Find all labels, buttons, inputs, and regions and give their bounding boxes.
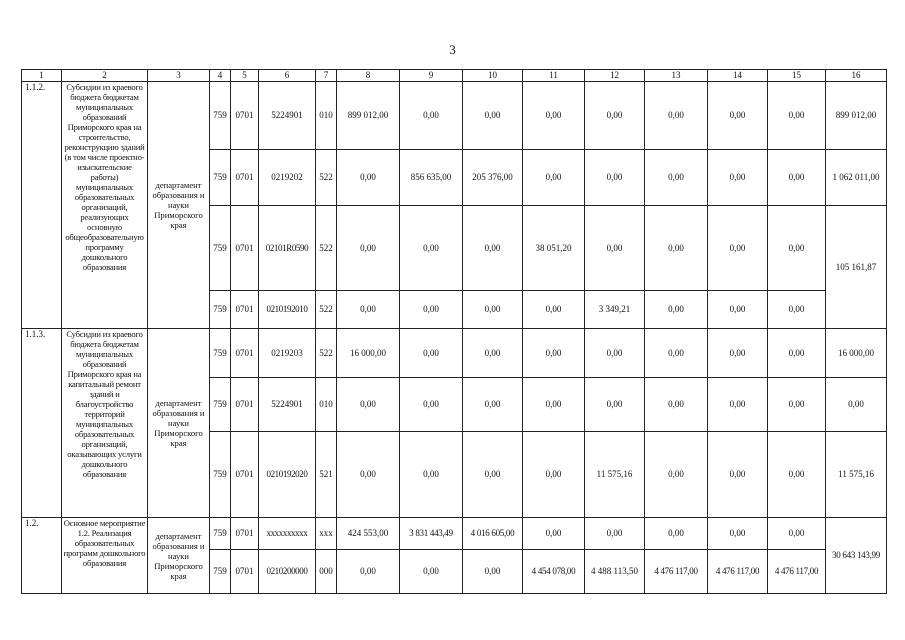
table-cell: 0,00 bbox=[768, 82, 826, 150]
table-cell: 0701 bbox=[231, 82, 259, 150]
item-name: Основное мероприятие 1.2. Реализация образовательных программ дошкольного образования bbox=[62, 518, 148, 594]
responsible-executor: департамент образования и науки Приморского края bbox=[148, 518, 210, 594]
table-cell: 0219202 bbox=[259, 150, 316, 206]
table-cell: 0,00 bbox=[400, 432, 463, 518]
table-cell: 3 349,21 bbox=[585, 291, 645, 329]
table-cell: 0,00 bbox=[523, 432, 585, 518]
table-cell: 0,00 bbox=[645, 82, 708, 150]
table-cell: 16 000,00 bbox=[337, 329, 400, 378]
page-number: 3 bbox=[449, 42, 456, 57]
column-header: 1 bbox=[22, 70, 62, 82]
table-cell: 0,00 bbox=[337, 291, 400, 329]
table-cell: 11 575,16 bbox=[826, 432, 887, 518]
table-cell: 000 bbox=[316, 550, 337, 594]
table-cell: 0,00 bbox=[463, 82, 523, 150]
table-cell: 0210192010 bbox=[259, 291, 316, 329]
table-row bbox=[22, 82, 887, 150]
table-cell: 010 bbox=[316, 82, 337, 150]
table-row bbox=[22, 518, 887, 550]
table-cell: 0,00 bbox=[708, 518, 768, 550]
table-cell: 0,00 bbox=[708, 329, 768, 378]
item-name: Субсидии из краевого бюджета бюджетам муниципальных образований Приморского края на капитальный ремонт зданий и благоустройство территорий муниципальных образовательных организаций, оказывающих услуги дошкольного образования bbox=[62, 329, 148, 518]
table-cell: 0,00 bbox=[645, 150, 708, 206]
table-cell: 0,00 bbox=[768, 291, 826, 329]
table-cell: 0210192020 bbox=[259, 432, 316, 518]
table-cell: 0,00 bbox=[337, 378, 400, 432]
table-cell: 0,00 bbox=[645, 378, 708, 432]
column-header: 3 bbox=[148, 70, 210, 82]
table-cell: 899 012,00 bbox=[337, 82, 400, 150]
table-cell: 0,00 bbox=[768, 432, 826, 518]
column-header: 12 bbox=[585, 70, 645, 82]
table-cell: 0,00 bbox=[400, 378, 463, 432]
table-cell: 0,00 bbox=[645, 518, 708, 550]
table-cell: 0,00 bbox=[337, 150, 400, 206]
column-header: 7 bbox=[316, 70, 337, 82]
item-number: 1.1.2. bbox=[22, 82, 62, 329]
table-cell: 424 553,00 bbox=[337, 518, 400, 550]
table-cell: 0,00 bbox=[768, 378, 826, 432]
table-cell: 0,00 bbox=[523, 82, 585, 150]
table-cell: 0,00 bbox=[463, 329, 523, 378]
table-cell: 0,00 bbox=[708, 432, 768, 518]
table-cell: 0,00 bbox=[585, 206, 645, 291]
table-cell: 30 643 143,99 bbox=[826, 518, 887, 594]
table-cell: 522 bbox=[316, 150, 337, 206]
table-cell: 0,00 bbox=[585, 378, 645, 432]
table-cell: 0701 bbox=[231, 329, 259, 378]
table-cell: 0701 bbox=[231, 432, 259, 518]
table-cell: 105 161,87 bbox=[826, 206, 887, 329]
column-header: 8 bbox=[337, 70, 400, 82]
table-cell: 0,00 bbox=[337, 206, 400, 291]
table-cell: 899 012,00 bbox=[826, 82, 887, 150]
table-cell: 0,00 bbox=[708, 150, 768, 206]
column-header: 2 bbox=[62, 70, 148, 82]
table-cell: 11 575,16 bbox=[585, 432, 645, 518]
column-header: 6 bbox=[259, 70, 316, 82]
header-row bbox=[22, 70, 887, 82]
table-cell: 0,00 bbox=[645, 329, 708, 378]
table-cell: 522 bbox=[316, 329, 337, 378]
table-cell: 521 bbox=[316, 432, 337, 518]
table-cell: 0,00 bbox=[400, 550, 463, 594]
table-cell: 0,00 bbox=[463, 378, 523, 432]
table-cell: 4 476 117,00 bbox=[645, 550, 708, 594]
table-cell: 02101R0590 bbox=[259, 206, 316, 291]
table-cell: 0,00 bbox=[708, 82, 768, 150]
table-cell: 3 831 443,49 bbox=[400, 518, 463, 550]
column-header: 5 bbox=[231, 70, 259, 82]
table-cell: 0,00 bbox=[585, 150, 645, 206]
table-cell: 5224901 bbox=[259, 82, 316, 150]
table-cell: 0701 bbox=[231, 206, 259, 291]
table-cell: 759 bbox=[210, 82, 231, 150]
table-cell: 0,00 bbox=[337, 432, 400, 518]
table-cell: 0,00 bbox=[645, 432, 708, 518]
table-cell: 759 bbox=[210, 291, 231, 329]
item-number: 1.1.3. bbox=[22, 329, 62, 518]
table-cell: 0701 bbox=[231, 291, 259, 329]
table-cell: 0,00 bbox=[708, 378, 768, 432]
table-cell: 0,00 bbox=[645, 291, 708, 329]
table-cell: 759 bbox=[210, 432, 231, 518]
table-cell: 4 476 117,00 bbox=[708, 550, 768, 594]
table-cell: 010 bbox=[316, 378, 337, 432]
table-cell: 4 454 078,00 bbox=[523, 550, 585, 594]
table-cell: 0,00 bbox=[708, 206, 768, 291]
column-header: 10 bbox=[463, 70, 523, 82]
table-cell: 856 635,00 bbox=[400, 150, 463, 206]
table-cell: 38 051,20 bbox=[523, 206, 585, 291]
table-cell: 0,00 bbox=[645, 206, 708, 291]
table-cell: 759 bbox=[210, 378, 231, 432]
column-header: 11 bbox=[523, 70, 585, 82]
table-cell: 0,00 bbox=[768, 150, 826, 206]
table-cell: 0,00 bbox=[523, 518, 585, 550]
table-cell: 0,00 bbox=[523, 329, 585, 378]
column-header: 9 bbox=[400, 70, 463, 82]
table-cell: 0,00 bbox=[463, 432, 523, 518]
table-cell: 0,00 bbox=[337, 550, 400, 594]
table-cell: 16 000,00 bbox=[826, 329, 887, 378]
item-name: Субсидии из краевого бюджета бюджетам муниципальных образований Приморского края на строительство, реконструкцию зданий (в том числе проектно-изыскательские работы) муниципальных образовательных организаций, реализующих основную общеобразовательную программу дошкольного образования bbox=[62, 82, 148, 329]
column-header: 15 bbox=[768, 70, 826, 82]
column-header: 14 bbox=[708, 70, 768, 82]
table-cell: 0210200000 bbox=[259, 550, 316, 594]
table-cell: 0,00 bbox=[400, 291, 463, 329]
table-cell: 0,00 bbox=[400, 329, 463, 378]
table-cell: 4 488 113,50 bbox=[585, 550, 645, 594]
table-cell: 0,00 bbox=[463, 550, 523, 594]
column-header: 13 bbox=[645, 70, 708, 82]
table-cell: xxx bbox=[316, 518, 337, 550]
table-cell: 0,00 bbox=[400, 82, 463, 150]
table-cell: 0,00 bbox=[400, 206, 463, 291]
column-header: 16 bbox=[826, 70, 887, 82]
table-cell: 205 376,00 bbox=[463, 150, 523, 206]
table-cell: 0,00 bbox=[708, 291, 768, 329]
table-cell: 0,00 bbox=[826, 378, 887, 432]
budget-table bbox=[21, 69, 887, 594]
table-cell: 0701 bbox=[231, 518, 259, 550]
table-cell: 759 bbox=[210, 206, 231, 291]
table-cell: 759 bbox=[210, 550, 231, 594]
table-row bbox=[22, 329, 887, 378]
table-cell: 5224901 bbox=[259, 378, 316, 432]
table-cell: 759 bbox=[210, 518, 231, 550]
table-cell: 759 bbox=[210, 329, 231, 378]
responsible-executor: департамент образования и науки Приморского края bbox=[148, 82, 210, 329]
table-cell: 0701 bbox=[231, 378, 259, 432]
table-cell: 0701 bbox=[231, 150, 259, 206]
table-cell: 0,00 bbox=[523, 378, 585, 432]
table-cell: 1 062 011,00 bbox=[826, 150, 887, 206]
table-cell: 0701 bbox=[231, 550, 259, 594]
table-cell: xxxxxxxxxx bbox=[259, 518, 316, 550]
table-cell: 0,00 bbox=[463, 291, 523, 329]
table-cell: 0,00 bbox=[585, 518, 645, 550]
table-cell: 4 016 605,00 bbox=[463, 518, 523, 550]
table-cell: 0,00 bbox=[585, 82, 645, 150]
table-cell: 0219203 bbox=[259, 329, 316, 378]
table-cell: 0,00 bbox=[768, 206, 826, 291]
table-cell: 522 bbox=[316, 291, 337, 329]
responsible-executor: департамент образования и науки Приморского края bbox=[148, 329, 210, 518]
table-cell: 0,00 bbox=[523, 150, 585, 206]
table-cell: 4 476 117,00 bbox=[768, 550, 826, 594]
column-header: 4 bbox=[210, 70, 231, 82]
table-cell: 0,00 bbox=[523, 291, 585, 329]
table-cell: 0,00 bbox=[768, 518, 826, 550]
table-cell: 0,00 bbox=[585, 329, 645, 378]
table-cell: 0,00 bbox=[768, 329, 826, 378]
table-cell: 0,00 bbox=[463, 206, 523, 291]
table-cell: 522 bbox=[316, 206, 337, 291]
item-number: 1.2. bbox=[22, 518, 62, 594]
table-cell: 759 bbox=[210, 150, 231, 206]
